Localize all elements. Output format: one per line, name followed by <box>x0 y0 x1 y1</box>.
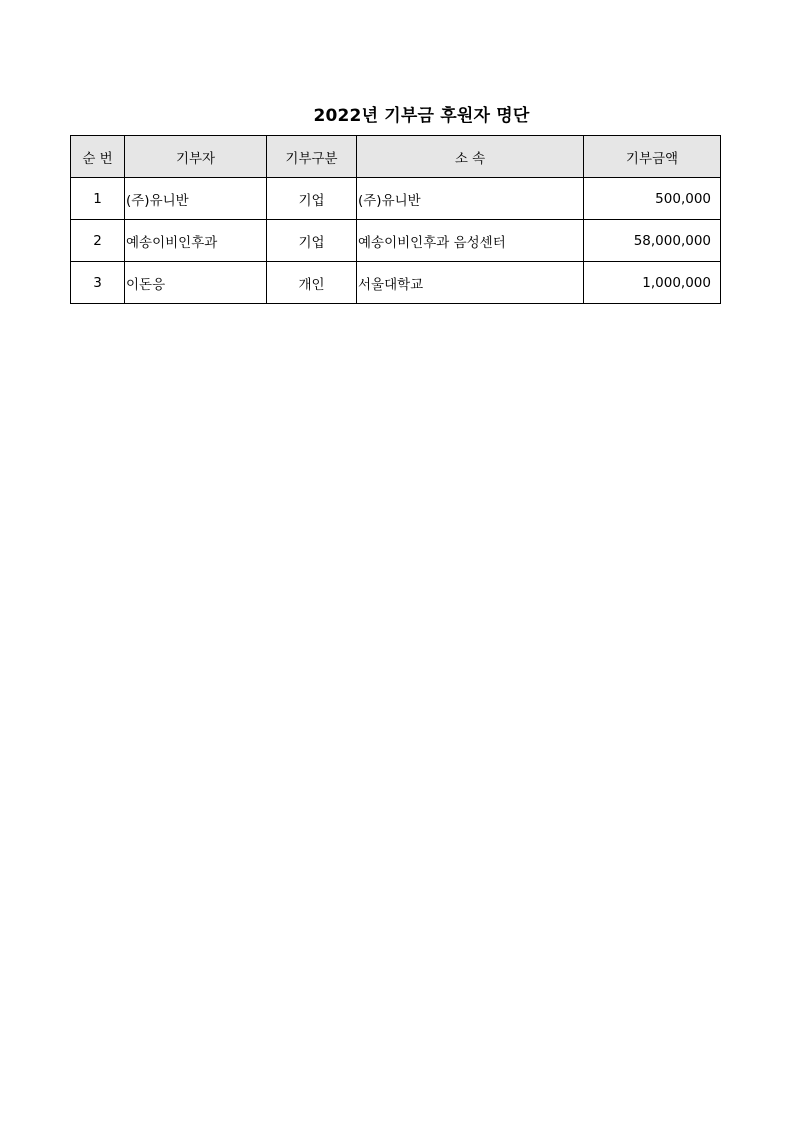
header-amount: 기부금액 <box>584 136 721 178</box>
table-row <box>71 220 721 262</box>
cell-donation-type: 개인 <box>267 262 357 304</box>
cell-affiliation: (주)유니반 <box>357 178 584 220</box>
cell-amount: 1,000,000 <box>584 262 721 304</box>
cell-donation-type: 기업 <box>267 178 357 220</box>
cell-affiliation: 예송이비인후과 음성센터 <box>357 220 584 262</box>
header-affiliation: 소 속 <box>357 136 584 178</box>
cell-donor: 예송이비인후과 <box>125 220 267 262</box>
header-donation-type: 기부구분 <box>267 136 357 178</box>
table-header-row <box>71 136 721 178</box>
donor-table <box>70 135 721 304</box>
table-row <box>71 262 721 304</box>
cell-affiliation: 서울대학교 <box>357 262 584 304</box>
cell-number: 1 <box>71 178 125 220</box>
header-donor: 기부자 <box>125 136 267 178</box>
cell-donor: (주)유니반 <box>125 178 267 220</box>
cell-amount: 58,000,000 <box>584 220 721 262</box>
cell-donation-type: 기업 <box>267 220 357 262</box>
cell-donor: 이돈응 <box>125 262 267 304</box>
cell-number: 2 <box>71 220 125 262</box>
header-number: 순 번 <box>71 136 125 178</box>
cell-number: 3 <box>71 262 125 304</box>
page-title: 2022년 기부금 후원자 명단 <box>313 106 530 126</box>
table-row <box>71 178 721 220</box>
cell-amount: 500,000 <box>584 178 721 220</box>
